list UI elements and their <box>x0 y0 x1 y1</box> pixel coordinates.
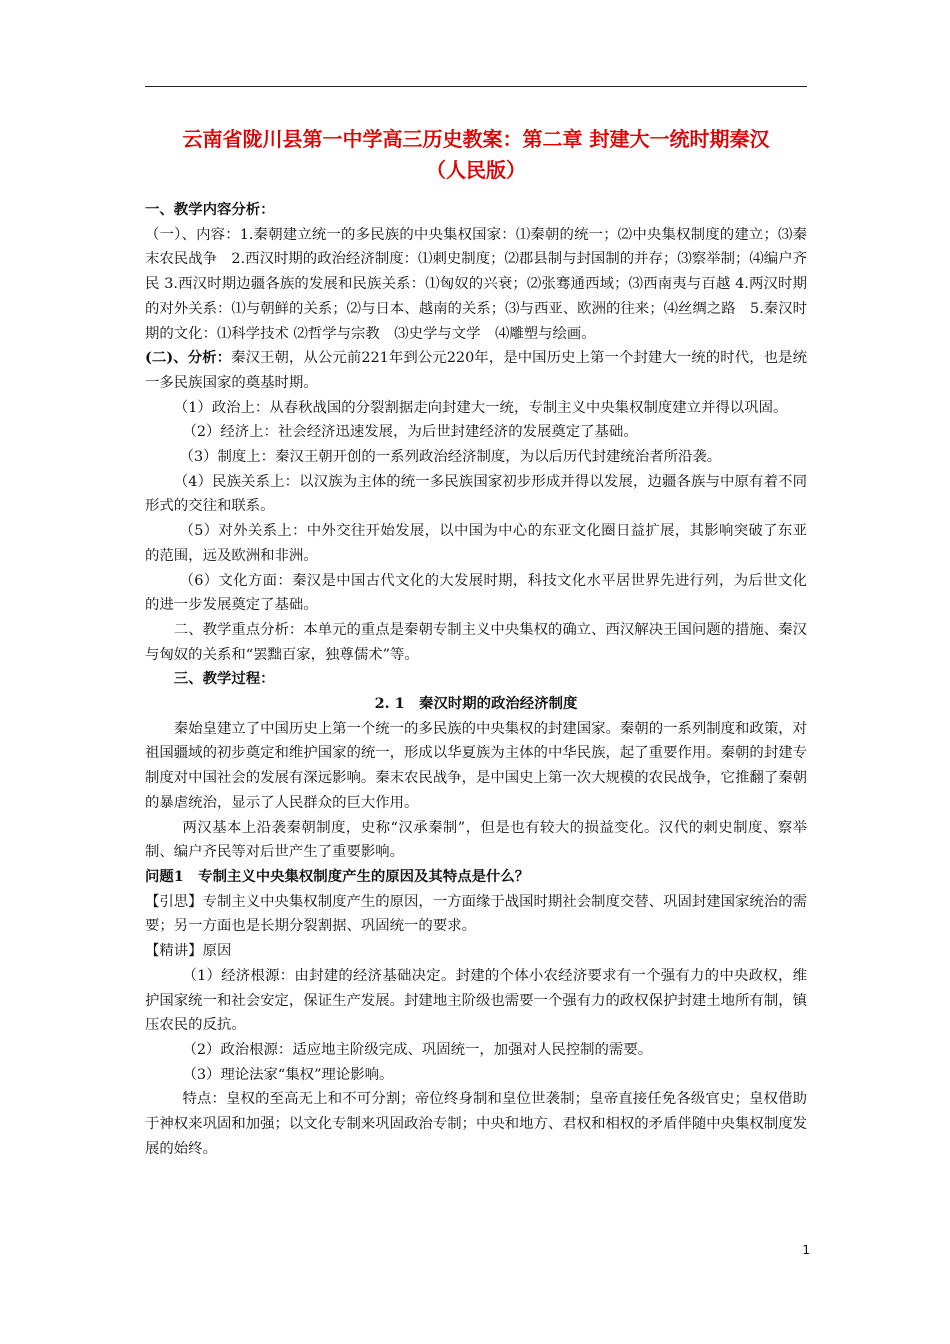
page-number: 1 <box>802 1243 810 1257</box>
paragraph-political-roots: （2）政治根源：适应地主阶级完成、巩固统一，加强对人民控制的需要。 <box>182 1041 653 1058</box>
paragraph-economy: （2）经济上：社会经济迅速发展，为后世封建经济的发展奠定了基础。 <box>182 424 638 441</box>
paragraph-theory-roots: （3）理论法家“集权”理论影响。 <box>182 1066 394 1083</box>
section-heading-content-analysis: 一、教学内容分析： <box>145 202 275 218</box>
paragraph-qin-dynasty: 秦始皇建立了中国历史上第一个统一的多民族的中央集权的封建国家。秦朝的一系列制度和政策，对祖国疆域的初步奠定和维护国家的统一，形成以华夏族为主体的中华民族，起了重要作用。秦朝的封建专制度对中国社会的发展有深远影响。秦末农民战争，是中国史上第一次大规模的农民战争，它推翻了秦朝的暴虐统治，显示了人民群众的巨大作用。 <box>145 720 807 811</box>
subsection-heading: 2. 1 秦汉时期的政治经济制度 <box>374 695 578 713</box>
header-rule <box>145 86 807 87</box>
paragraph-han-dynasty: 两汉基本上沿袭秦朝制度，史称“汉承秦制”，但是也有较大的损益变化。汉代的刺史制度、察举制、编户齐民等对后世产生了重要影响。 <box>145 819 807 861</box>
analysis-text: 秦汉王朝，从公元前221年到公元220年，是中国历史上第一个封建大一统的时代，也是统一多民族国家的奠基时期。 <box>145 350 808 391</box>
paragraph-economic-roots: （1）经济根源：由封建的经济基础决定。封建的个体小农经济要求有一个强有力的中央政权，维护国家统一和社会安定，保证生产发展。封建地主阶级也需要一个强有力的政权保护封建土地所有制，镇压农民的反抗。 <box>145 967 807 1034</box>
document-body <box>145 198 807 1161</box>
section-heading-teaching-process: 三、教学过程： <box>173 671 275 688</box>
analysis-label: (二)、分析： <box>145 349 232 367</box>
question-1-heading: 问题1 专制主义中央集权制度产生的原因及其特点是什么？ <box>145 867 530 885</box>
paragraph-foreign-relations: （5）对外关系上：中外交往开始发展，以中国为中心的东亚文化圈日益扩展，其影响突破了东亚的范围，远及欧洲和非洲。 <box>145 523 807 564</box>
title-line-2: （人民版） <box>426 158 526 182</box>
paragraph-yinsi: 【引思】专制主义中央集权制度产生的原因，一方面缘于战国时期社会制度交替、巩固封建国家统治的需要；另一方面也是长期分裂割据、巩固统一的要求。 <box>145 893 807 935</box>
document-title <box>140 124 812 186</box>
paragraph-content-list: （一）、内容：1.秦朝建立统一的多民族的中央集权国家：⑴秦朝的统一；⑵中央集权制度的建立；⑶秦末农民战争 2.西汉时期的政治经济制度：⑴刺史制度；⑵郡县制与封国制的并存；⑶察举制；⑷编户齐民 3.西汉时期边疆各族的发展和民族关系：⑴匈奴的兴衰；⑵张骞通西域；⑶西南夷与百越 4.两汉时期的对外关系：⑴与朝鲜的关系；⑵与日本、越南的关系；⑶与西亚、欧洲的往来；⑷丝绸之路 5.秦汉时期的文化：⑴科学技术 ⑵哲学与宗教 ⑶史学与文学 ⑷雕塑与绘画。 <box>145 226 807 342</box>
paragraph-analysis <box>145 346 807 395</box>
paragraph-politics: （1）政治上：从春秋战国的分裂割据走向封建大一统，专制主义中央集权制度建立并得以巩固。 <box>173 399 788 416</box>
paragraph-teaching-focus: 二、教学重点分析：本单元的重点是秦朝专制主义中央集权的确立、西汉解决王国问题的措施、秦汉与匈奴的关系和“罢黜百家，独尊儒术”等。 <box>145 621 807 663</box>
paragraph-characteristics: 特点：皇权的至高无上和不可分割；帝位终身制和皇位世袭制；皇帝直接任免各级官史；皇权借助于神权来巩固和加强；以文化专制来巩固政治专制；中央和地方、君权和相权的矛盾伴随中央集权制度发展的始终。 <box>145 1091 807 1157</box>
title-line-1: 云南省陇川县第一中学高三历史教案：第二章 封建大一统时期秦汉 <box>182 127 770 151</box>
paragraph-jingjiang: 【精讲】原因 <box>145 943 232 960</box>
paragraph-institutions: （3）制度上：秦汉王朝开创的一系列政治经济制度，为以后历代封建统治者所沿袭。 <box>179 449 722 466</box>
paragraph-culture: （6）文化方面：秦汉是中国古代文化的大发展时期，科技文化水平居世界先进行列，为后世文化的进一步发展奠定了基础。 <box>145 572 807 614</box>
paragraph-ethnic-relations: （4）民族关系上：以汉族为主体的统一多民族国家初步形成并得以发展，边疆各族与中原有着不同形式的交往和联系。 <box>145 473 807 515</box>
